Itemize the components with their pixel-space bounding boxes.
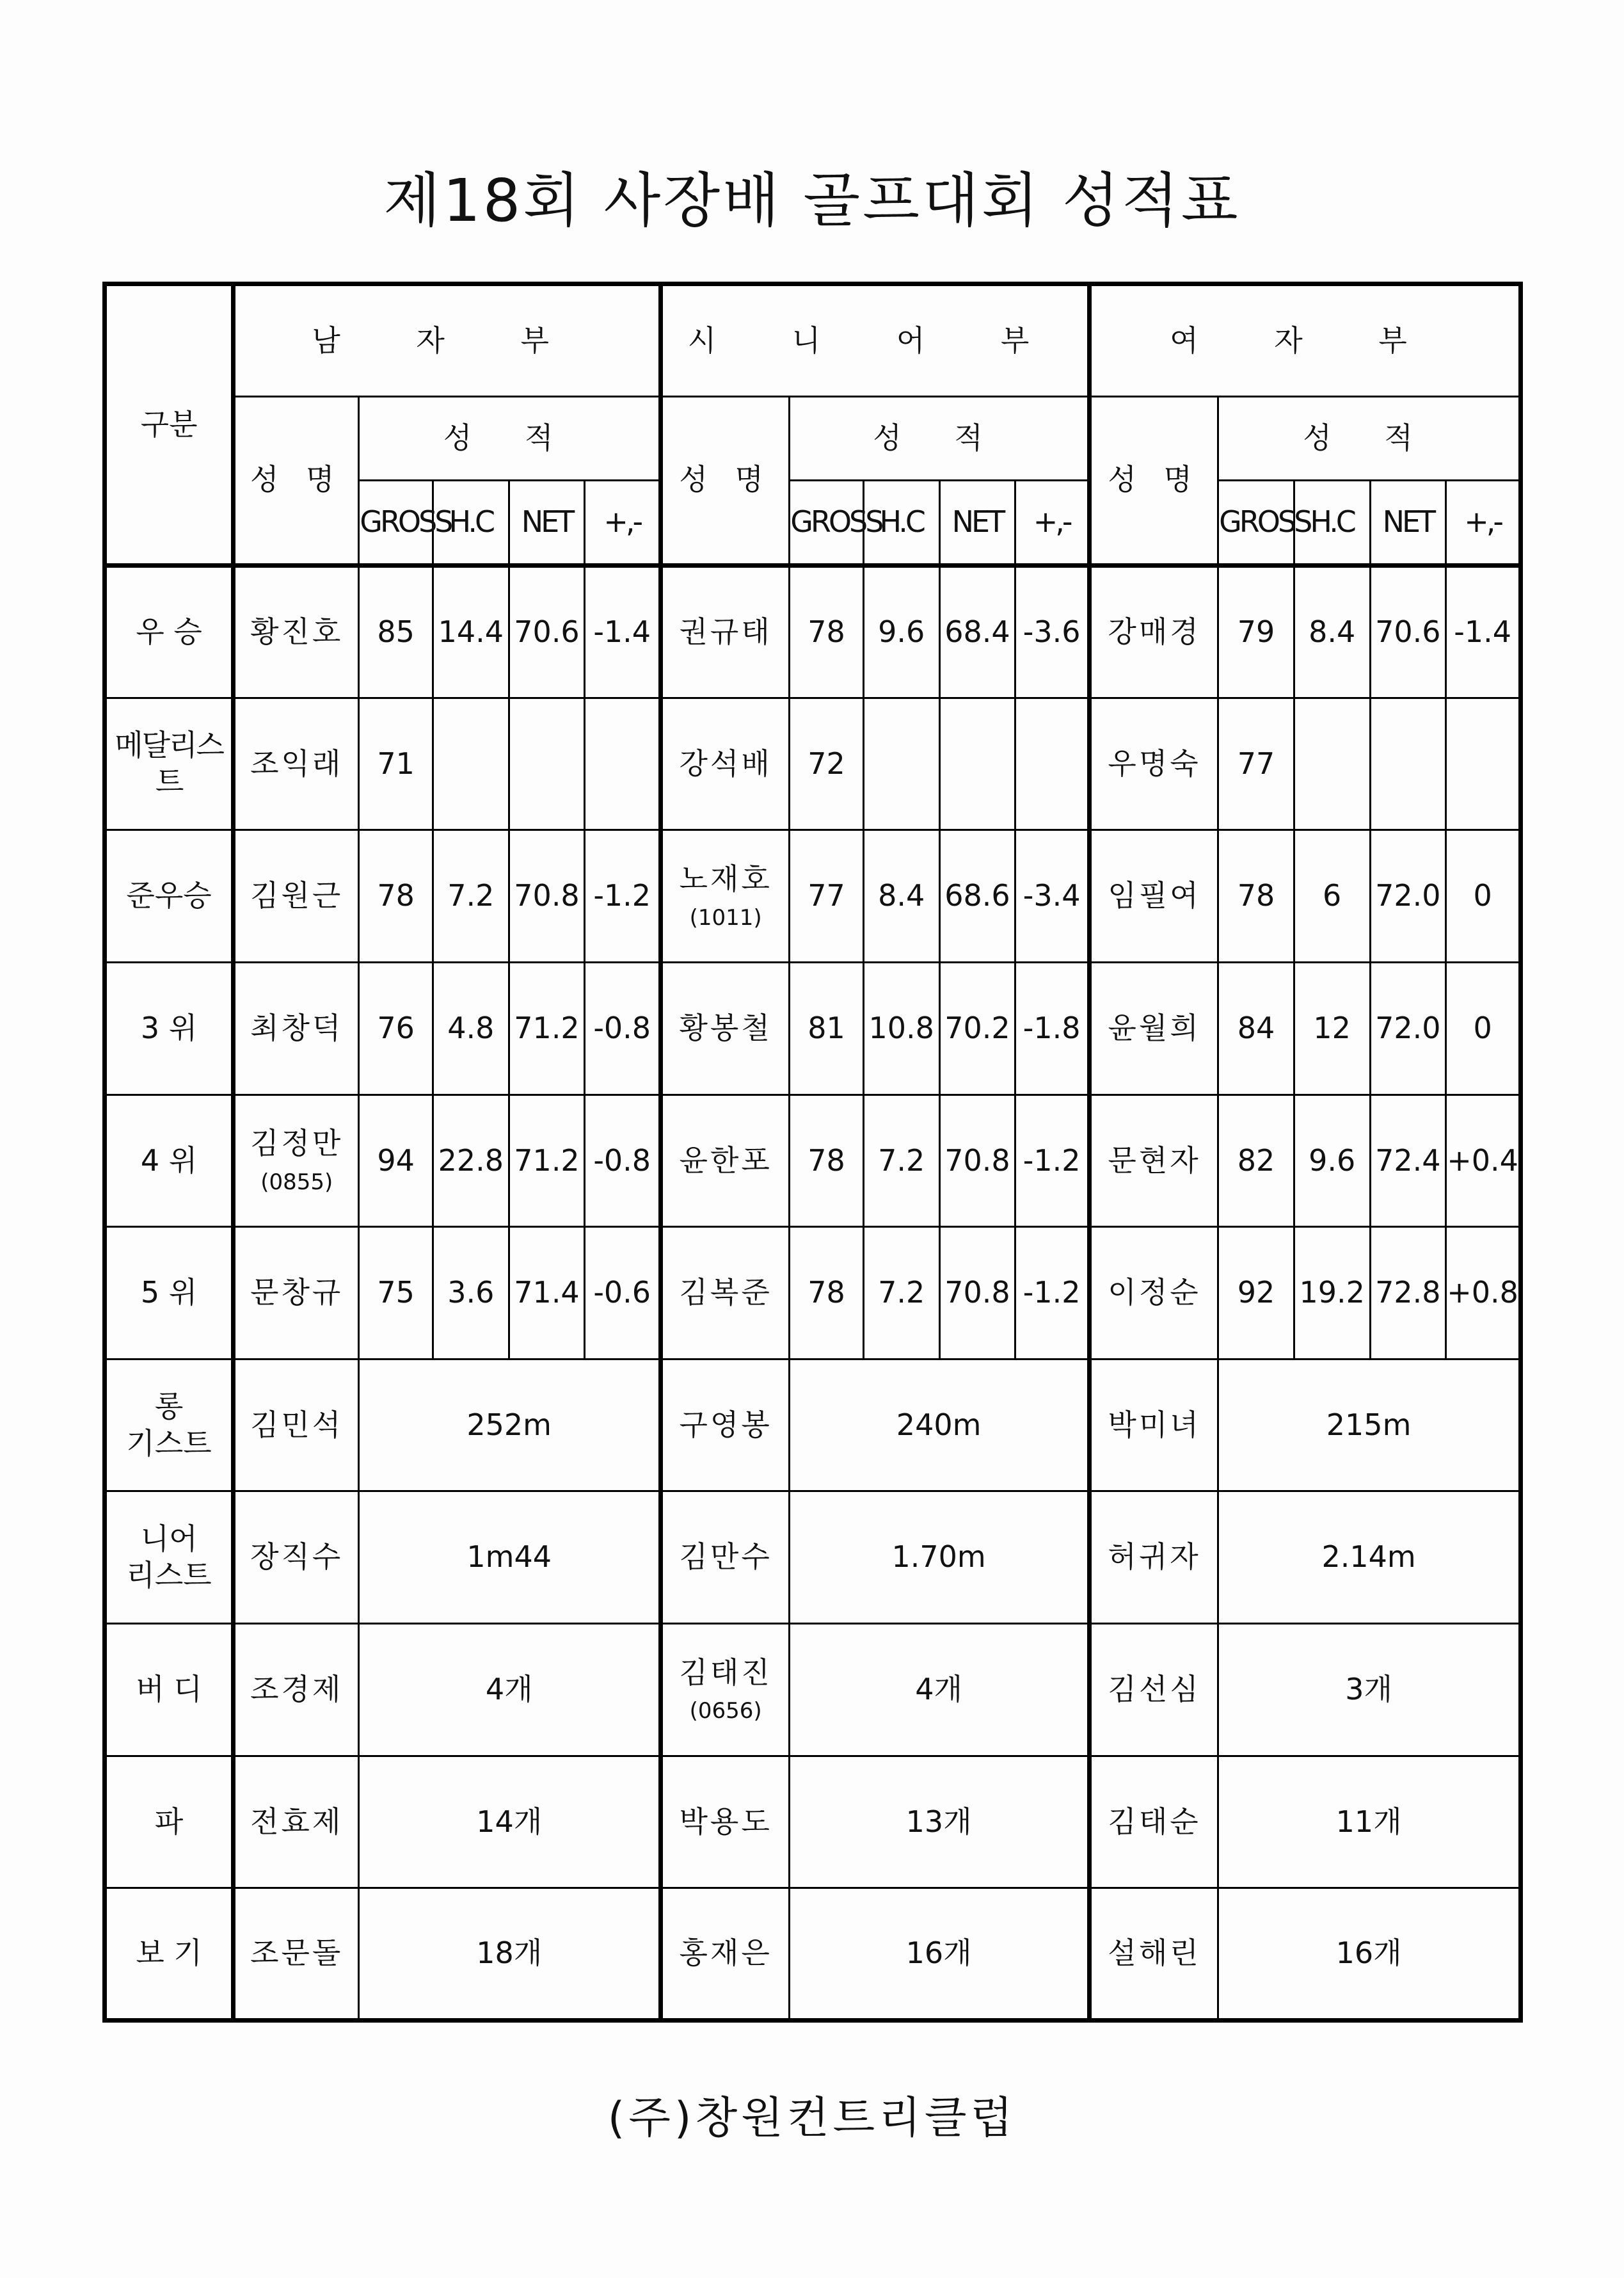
diff-value: -3.6	[1015, 565, 1090, 698]
net-value	[1370, 698, 1446, 830]
player-cell	[1089, 1624, 1218, 1756]
player-id-note: (1011)	[689, 904, 762, 931]
player-name: 박미녀	[1108, 1407, 1201, 1442]
table-row	[105, 1888, 1521, 2021]
player-name: 황진호	[250, 614, 344, 649]
award-value: 4개	[790, 1624, 1090, 1756]
gross-header: GROSS	[359, 480, 433, 565]
hc-header: H.C	[433, 480, 509, 565]
diff-value: -0.8	[585, 962, 661, 1095]
award-value: 2.14m	[1218, 1491, 1521, 1624]
table-row	[105, 1227, 1521, 1360]
category-label: 준우승	[105, 830, 234, 963]
hc-value: 10.8	[863, 962, 939, 1095]
gross-value: 85	[359, 565, 433, 698]
gross-value: 94	[359, 1095, 433, 1227]
diff-value: -1.2	[1015, 1227, 1090, 1360]
diff-value: -0.6	[585, 1227, 661, 1360]
player-cell	[1089, 1359, 1218, 1491]
category-label-line: 파	[154, 1804, 184, 1839]
net-value: 70.8	[939, 1095, 1015, 1227]
name-header: 성 명	[661, 396, 790, 565]
table-row	[105, 698, 1521, 830]
player-cell	[234, 830, 359, 963]
gross-value: 72	[790, 698, 864, 830]
gross-header: GROSS	[790, 480, 864, 565]
category-label: 메달리스트	[105, 698, 234, 830]
category-label: 5 위	[105, 1227, 234, 1360]
category-label	[105, 1491, 234, 1624]
award-value: 14개	[359, 1756, 661, 1888]
player-cell	[234, 1095, 359, 1227]
gross-value: 77	[790, 830, 864, 963]
diff-value: -1.2	[1015, 1095, 1090, 1227]
gross-value: 84	[1218, 962, 1294, 1095]
award-value: 4개	[359, 1624, 661, 1756]
hc-value: 6	[1294, 830, 1370, 963]
award-rows	[105, 1359, 1521, 2020]
net-value: 72.0	[1370, 962, 1446, 1095]
category-label	[105, 1624, 234, 1756]
gross-value: 77	[1218, 698, 1294, 830]
gross-value: 78	[790, 1227, 864, 1360]
rank-rows	[105, 565, 1521, 1359]
score-header: 성 적	[1218, 396, 1521, 480]
net-value: 71.4	[509, 1227, 585, 1360]
player-id-note: (0656)	[689, 1698, 762, 1724]
category-label-line: 기스트	[126, 1425, 212, 1461]
player-cell	[234, 1756, 359, 1888]
player-name: 강석배	[679, 746, 772, 781]
player-name: 김정만	[250, 1126, 344, 1161]
category-label: 우 승	[105, 565, 234, 698]
net-header: NET	[1370, 480, 1446, 565]
diff-value: +0.4	[1446, 1095, 1521, 1227]
hc-value: 12	[1294, 962, 1370, 1095]
table-row	[105, 830, 1521, 963]
footer-club-name: (주)창원컨트리클럽	[607, 2093, 1017, 2144]
net-value: 70.8	[939, 1227, 1015, 1360]
player-cell	[1089, 1095, 1218, 1227]
player-cell	[661, 1888, 790, 2021]
player-name: 김태순	[1108, 1804, 1201, 1839]
gross-value: 92	[1218, 1227, 1294, 1360]
hc-value: 8.4	[863, 830, 939, 963]
category-label-line: 리스트	[126, 1558, 212, 1593]
hc-value	[863, 698, 939, 830]
net-value: 70.6	[509, 565, 585, 698]
table-row	[105, 565, 1521, 698]
award-value: 18개	[359, 1888, 661, 2021]
hc-value: 7.2	[863, 1095, 939, 1227]
player-cell	[234, 565, 359, 698]
hc-value	[1294, 698, 1370, 830]
player-cell	[1089, 565, 1218, 698]
player-cell	[1089, 830, 1218, 963]
net-value: 71.2	[509, 962, 585, 1095]
diff-value: +0.8	[1446, 1227, 1521, 1360]
net-value: 70.2	[939, 962, 1015, 1095]
category-label	[105, 1888, 234, 2021]
category-label-line: 버 디	[136, 1672, 202, 1707]
player-name: 김복준	[679, 1275, 772, 1310]
player-cell	[661, 962, 790, 1095]
player-name: 이정순	[1108, 1275, 1201, 1310]
award-value: 11개	[1218, 1756, 1521, 1888]
hc-value: 8.4	[1294, 565, 1370, 698]
name-header: 성 명	[1089, 396, 1218, 565]
net-value: 71.2	[509, 1095, 585, 1227]
player-cell	[661, 565, 790, 698]
player-name: 장직수	[250, 1539, 344, 1575]
player-cell	[661, 1227, 790, 1360]
player-cell	[661, 1095, 790, 1227]
net-value: 68.4	[939, 565, 1015, 698]
diff-value	[585, 698, 661, 830]
gross-value: 79	[1218, 565, 1294, 698]
net-value: 70.8	[509, 830, 585, 963]
player-name: 최창덕	[250, 1010, 344, 1045]
division-header-senior: 시 니 어 부	[661, 284, 1090, 397]
hc-value: 9.6	[863, 565, 939, 698]
hc-value: 22.8	[433, 1095, 509, 1227]
player-cell	[1089, 1227, 1218, 1360]
player-name: 임필여	[1108, 878, 1201, 913]
table-row	[105, 1624, 1521, 1756]
player-name: 허귀자	[1108, 1539, 1201, 1575]
player-name: 전효제	[250, 1804, 344, 1839]
player-cell	[1089, 962, 1218, 1095]
gross-header: GROSS	[1218, 480, 1294, 565]
player-cell	[234, 962, 359, 1095]
gross-value: 78	[790, 1095, 864, 1227]
net-value	[939, 698, 1015, 830]
gross-value: 75	[359, 1227, 433, 1360]
player-name: 설해린	[1108, 1936, 1201, 1971]
player-cell	[1089, 1756, 1218, 1888]
player-name: 박용도	[679, 1804, 772, 1839]
hc-value: 14.4	[433, 565, 509, 698]
hc-value: 19.2	[1294, 1227, 1370, 1360]
gross-value: 81	[790, 962, 864, 1095]
player-name: 우명숙	[1108, 746, 1201, 781]
name-header: 성 명	[234, 396, 359, 565]
score-header: 성 적	[359, 396, 661, 480]
category-label	[105, 1756, 234, 1888]
player-cell	[1089, 1888, 1218, 2021]
diff-value: -1.4	[585, 565, 661, 698]
player-cell	[1089, 1491, 1218, 1624]
net-value: 72.0	[1370, 830, 1446, 963]
award-value: 1.70m	[790, 1491, 1090, 1624]
diff-header: +,-	[1446, 480, 1521, 565]
diff-value: 0	[1446, 962, 1521, 1095]
division-header-women: 여 자 부	[1089, 284, 1520, 397]
net-header: NET	[939, 480, 1015, 565]
player-name: 문현자	[1108, 1143, 1201, 1178]
score-header: 성 적	[790, 396, 1090, 480]
award-value: 215m	[1218, 1359, 1521, 1491]
table-row	[105, 1756, 1521, 1888]
category-label: 4 위	[105, 1095, 234, 1227]
gross-value: 78	[790, 565, 864, 698]
player-name: 조경제	[250, 1672, 344, 1707]
player-name: 김태진	[679, 1655, 772, 1690]
page-title: 제18회 사장배 골프대회 성적표	[383, 166, 1241, 235]
category-label-line: 니어	[140, 1521, 198, 1556]
award-value: 1m44	[359, 1491, 661, 1624]
hc-value: 3.6	[433, 1227, 509, 1360]
player-cell	[661, 1359, 790, 1491]
player-name: 조익래	[250, 746, 344, 781]
player-cell	[661, 1624, 790, 1756]
net-value: 70.6	[1370, 565, 1446, 698]
net-value	[509, 698, 585, 830]
player-name: 구영봉	[679, 1407, 772, 1442]
player-name: 김원근	[250, 878, 344, 913]
player-cell	[661, 1756, 790, 1888]
gross-value: 76	[359, 962, 433, 1095]
player-name: 홍재은	[679, 1936, 772, 1971]
table-row	[105, 1491, 1521, 1624]
table-row	[105, 962, 1521, 1095]
player-cell	[661, 1491, 790, 1624]
player-name: 문창규	[250, 1275, 344, 1310]
hc-header: H.C	[1294, 480, 1370, 565]
award-value: 240m	[790, 1359, 1090, 1491]
table-row	[105, 1095, 1521, 1227]
diff-value: -1.2	[585, 830, 661, 963]
diff-value	[1446, 698, 1521, 830]
diff-value: 0	[1446, 830, 1521, 963]
award-value: 252m	[359, 1359, 661, 1491]
category-label	[105, 1359, 234, 1491]
hc-value: 4.8	[433, 962, 509, 1095]
category-label-line: 롱	[154, 1389, 184, 1424]
diff-value	[1015, 698, 1090, 830]
score-table	[102, 282, 1523, 2023]
player-name: 김선심	[1108, 1672, 1201, 1707]
net-header: NET	[509, 480, 585, 565]
gross-value: 78	[1218, 830, 1294, 963]
diff-value: -1.4	[1446, 565, 1521, 698]
player-cell	[234, 698, 359, 830]
player-cell	[1089, 698, 1218, 830]
player-name: 권규태	[679, 614, 772, 649]
player-cell	[234, 1624, 359, 1756]
gross-value: 78	[359, 830, 433, 963]
player-name: 김만수	[679, 1539, 772, 1575]
player-cell	[234, 1491, 359, 1624]
division-header-men: 남 자 부	[234, 284, 661, 397]
player-name: 노재호	[679, 862, 772, 897]
hc-value: 7.2	[863, 1227, 939, 1360]
award-value: 16개	[790, 1888, 1090, 2021]
player-name: 황봉철	[679, 1010, 772, 1045]
net-value: 72.4	[1370, 1095, 1446, 1227]
hc-header: H.C	[863, 480, 939, 565]
gross-value: 82	[1218, 1095, 1294, 1227]
player-name: 김민석	[250, 1407, 344, 1442]
player-cell	[234, 1359, 359, 1491]
player-cell	[661, 698, 790, 830]
award-value: 16개	[1218, 1888, 1521, 2021]
diff-header: +,-	[1015, 480, 1090, 565]
player-name: 강매경	[1108, 614, 1201, 649]
net-value: 72.8	[1370, 1227, 1446, 1360]
diff-value: -1.8	[1015, 962, 1090, 1095]
category-header: 구분	[105, 284, 234, 566]
player-name: 윤월희	[1108, 1010, 1201, 1045]
player-cell	[234, 1227, 359, 1360]
player-name: 조문돌	[250, 1936, 344, 1971]
category-label-line: 보 기	[136, 1936, 202, 1971]
award-value: 13개	[790, 1756, 1090, 1888]
gross-value: 71	[359, 698, 433, 830]
net-value: 68.6	[939, 830, 1015, 963]
player-name: 윤한포	[679, 1143, 772, 1178]
award-value: 3개	[1218, 1624, 1521, 1756]
table-row	[105, 1359, 1521, 1491]
diff-value: -0.8	[585, 1095, 661, 1227]
player-cell	[661, 830, 790, 963]
player-cell	[234, 1888, 359, 2021]
diff-header: +,-	[585, 480, 661, 565]
hc-value: 7.2	[433, 830, 509, 963]
hc-value	[433, 698, 509, 830]
diff-value: -3.4	[1015, 830, 1090, 963]
hc-value: 9.6	[1294, 1095, 1370, 1227]
player-id-note: (0855)	[260, 1169, 333, 1195]
category-label: 3 위	[105, 962, 234, 1095]
